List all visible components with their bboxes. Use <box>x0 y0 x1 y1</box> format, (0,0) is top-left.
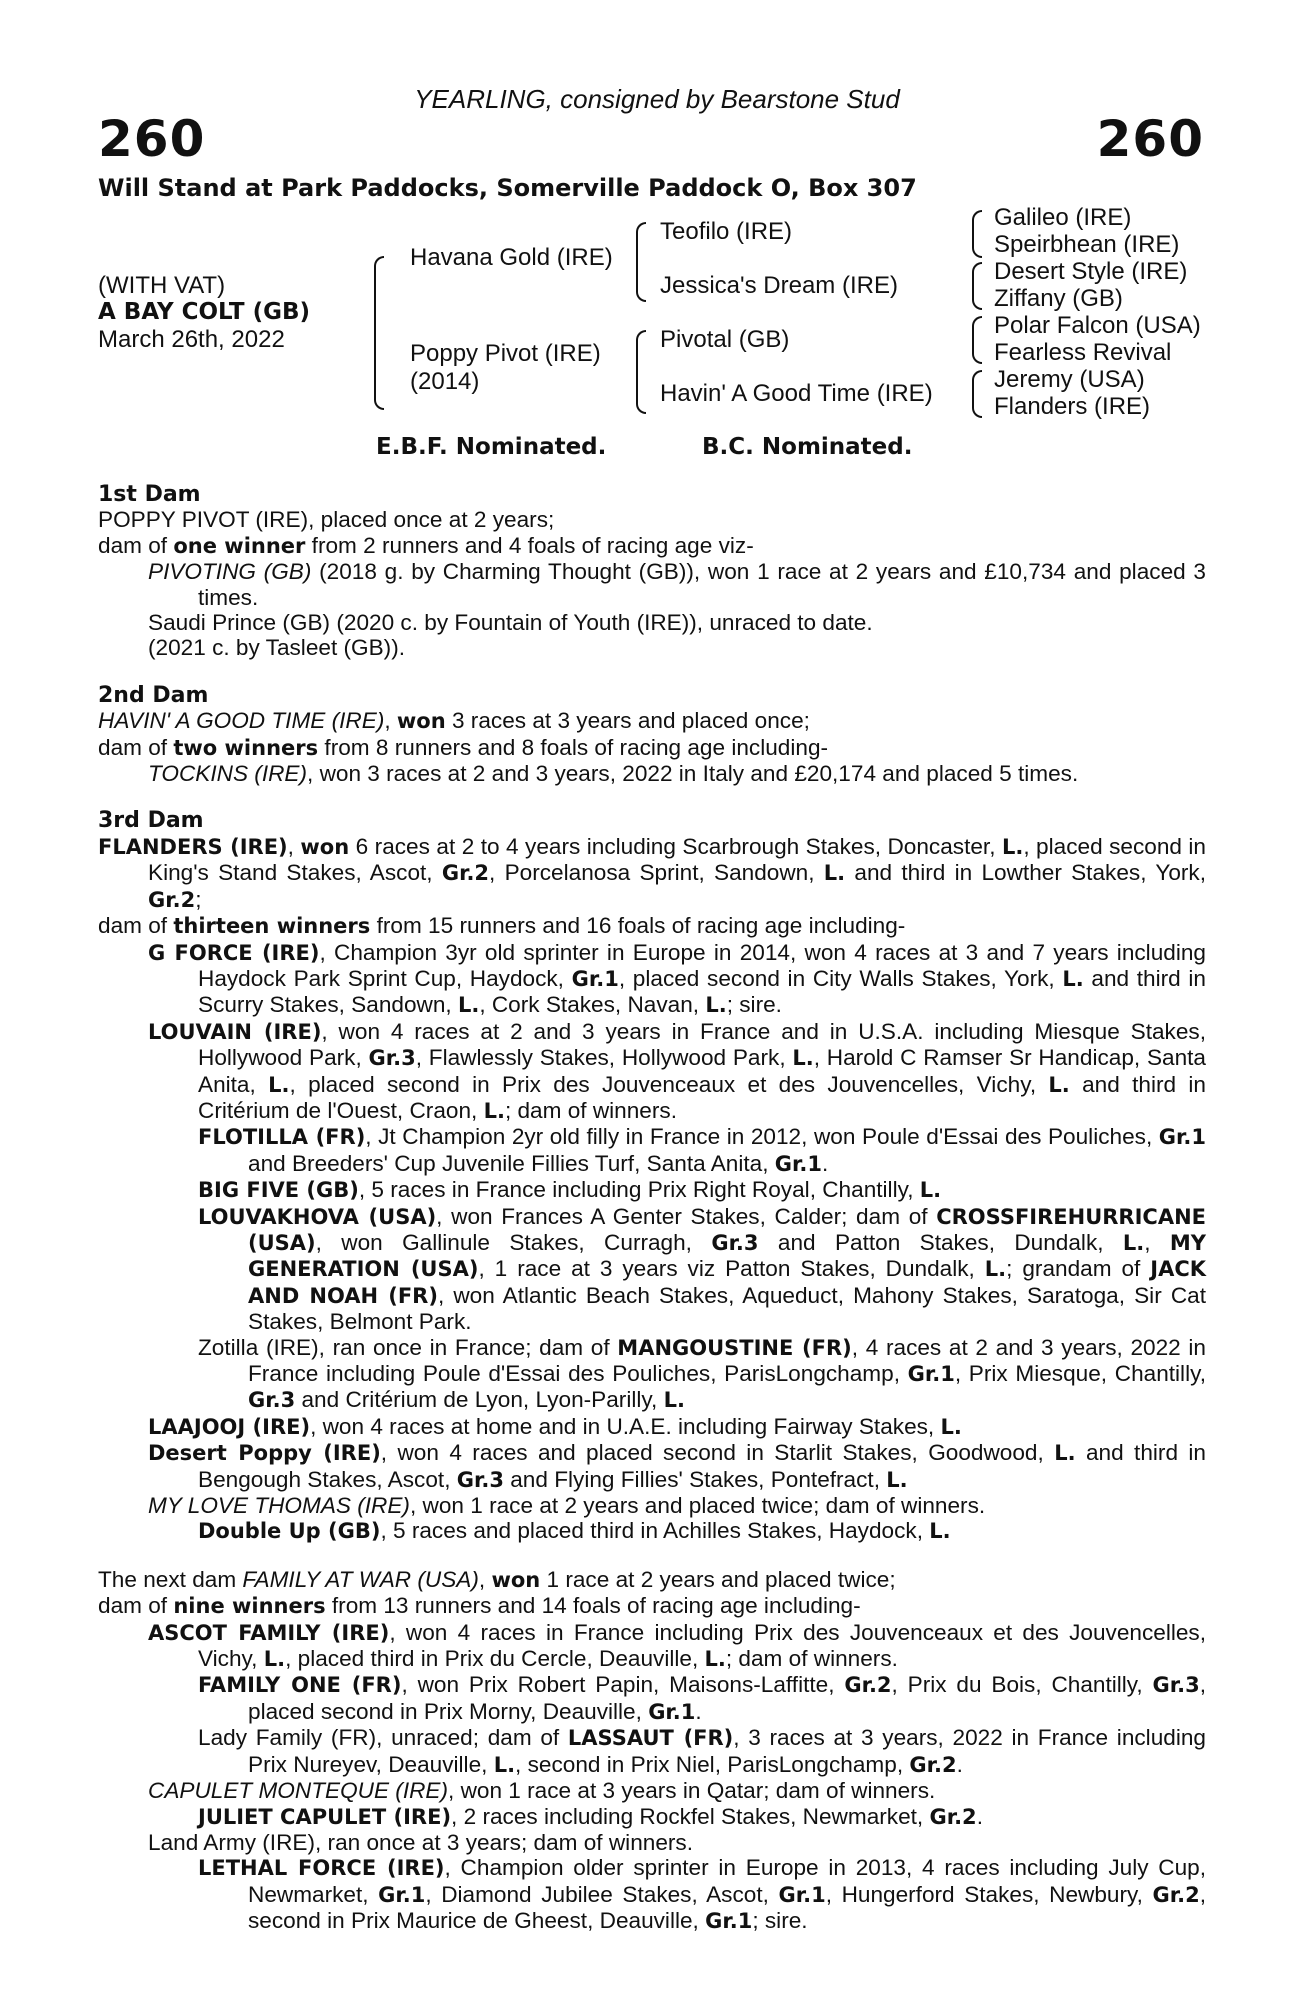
produce-entry: BIG FIVE (GB), 5 races in France including Prix Right Royal, Chantilly, L. <box>198 1177 942 1203</box>
ancestor-3: Desert Style (IRE) <box>994 258 1188 285</box>
produce-entry: LAAJOOJ (IRE), won 4 races at home and in U.A.E. including Fairway Stakes, L. <box>148 1413 962 1439</box>
ancestor-5: Polar Falcon (USA) <box>994 312 1201 339</box>
brace-g3-2 <box>972 262 982 310</box>
ancestor-1: Galileo (IRE) <box>994 204 1132 231</box>
lot-number-right: 260 <box>1096 110 1204 168</box>
sire-sire: Teofilo (IRE) <box>660 218 793 245</box>
produce-entry: TOCKINS (IRE), won 3 races at 2 and 3 years, 2022 in Italy and £20,174 and placed 5 times. <box>148 761 1079 787</box>
first-dam-line: POPPY PIVOT (IRE), placed once at 2 years; <box>98 507 555 533</box>
second-dam-heading: 2nd Dam <box>98 682 209 708</box>
produce-entry: JULIET CAPULET (IRE), 2 races including Rockfel Stakes, Newmarket, Gr.2. <box>198 1803 983 1829</box>
produce-entry: LETHAL FORCE (IRE), Champion older sprinter in Europe in 2013, 4 races including July Cup, Newmarket, Gr.1, Diamond Jubilee Stakes, Ascot, Gr.1, Hungerford Stakes, Newbury, Gr.2, second in Prix Maurice de Gheest, Deauville, Gr.1; sire. <box>198 1855 1207 1934</box>
produce-entry: Double Up (GB), 5 races and placed third in Achilles Stakes, Haydock, L. <box>198 1518 951 1544</box>
consignment-line: YEARLING, consigned by Bearstone Stud <box>414 84 900 114</box>
dam-foaling-year: (2014) <box>410 368 480 395</box>
bc-nomination: B.C. Nominated. <box>702 434 913 460</box>
ancestor-8: Flanders (IRE) <box>994 393 1151 420</box>
dam-dam: Havin' A Good Time (IRE) <box>660 380 933 407</box>
brace-g3-3 <box>972 316 982 364</box>
second-dam-produce-line: dam of two winners from 8 runners and 8 foals of racing age including- <box>98 734 829 760</box>
vat-note: (WITH VAT) <box>98 272 226 299</box>
dam-name: Poppy Pivot (IRE) <box>410 340 601 367</box>
horse-name: A BAY COLT (GB) <box>98 299 311 325</box>
produce-entry: PIVOTING (GB) (2018 g. by Charming Thought (GB)), won 1 race at 2 years and £10,734 and placed 3 times. <box>148 559 1206 610</box>
produce-entry: G FORCE (IRE), Champion 3yr old sprinter in Europe in 2014, won 4 races at 3 and 7 years including Haydock Park Sprint Cup, Haydock, Gr.1, placed second in City Walls Stakes, York, L. and third in Scurry Stakes, Sandown, L., Cork Stakes, Navan, L.; sire. <box>148 939 1206 1018</box>
lot-number-left: 260 <box>98 110 206 168</box>
next-dam-line: The next dam FAMILY AT WAR (USA), won 1 race at 2 years and placed twice; <box>98 1566 896 1592</box>
next-dam-produce-line: dam of nine winners from 13 runners and 14 foals of racing age including- <box>98 1593 861 1619</box>
second-dam-line: HAVIN' A GOOD TIME (IRE), won 3 races at 3 years and placed once; <box>98 708 810 734</box>
sire-name: Havana Gold (IRE) <box>410 244 613 271</box>
brace-g3-1 <box>972 210 982 258</box>
first-dam-heading: 1st Dam <box>98 482 201 507</box>
first-dam-produce-line: dam of one winner from 2 runners and 4 foals of racing age viz- <box>98 532 754 558</box>
stabling-location: Will Stand at Park Paddocks, Somerville Paddock O, Box 307 <box>98 174 917 202</box>
produce-entry: CAPULET MONTEQUE (IRE), won 1 race at 3 years in Qatar; dam of winners. <box>148 1778 936 1804</box>
produce-entry: MY LOVE THOMAS (IRE), won 1 race at 2 years and placed twice; dam of winners. <box>148 1493 986 1519</box>
brace-sire-line <box>636 222 646 302</box>
third-dam-heading: 3rd Dam <box>98 808 204 834</box>
dam-sire: Pivotal (GB) <box>660 326 790 353</box>
first-dam-section <box>98 482 1206 661</box>
ancestor-4: Ziffany (GB) <box>994 285 1123 312</box>
produce-entry: ASCOT FAMILY (IRE), won 4 races in France including Prix des Jouvenceaux et des Jouvencelles, Vichy, L., placed third in Prix du Cercle, Deauville, L.; dam of winners. <box>148 1619 1207 1672</box>
produce-entry: Zotilla (IRE), ran once in France; dam of MANGOUSTINE (FR), 4 races at 2 and 3 years, 2022 in France including Poule d'Essai des Pouliches, ParisLongchamp, Gr.1, Prix Miesque, Chantilly, Gr.3 and Critérium de Lyon, Lyon-Parilly, L. <box>198 1334 1206 1413</box>
brace-g3-4 <box>972 370 982 418</box>
produce-entry: LOUVAKHOVA (USA), won Frances A Genter Stakes, Calder; dam of CROSSFIREHURRICANE (USA), won Gallinule Stakes, Curragh, Gr.3 and Patton Stakes, Dundalk, L., MY GENERATION (USA), 1 race at 3 years viz Patton Stakes, Dundalk, L.; grandam of JACK AND NOAH (FR), won Atlantic Beach Stakes, Aqueduct, Mahony Stakes, Saratoga, Sir Cat Stakes, Belmont Park. <box>198 1203 1207 1335</box>
produce-entry: Saudi Prince (GB) (2020 c. by Fountain of Youth (IRE)), unraced to date. <box>148 610 873 636</box>
produce-entry: LOUVAIN (IRE), won 4 races at 2 and 3 years in France and in U.S.A. including Miesque Stakes, Hollywood Park, Gr.3, Flawlessly Stakes, Hollywood Park, L., Harold C Ramser Sr Handicap, Santa Anita, L., placed second in Prix des Jouvenceaux et des Jouvencelles, Vichy, L. and third in Critérium de l'Ouest, Craon, L.; dam of winners. <box>148 1018 1206 1123</box>
catalogue-body <box>98 482 1206 1957</box>
second-dam-section <box>98 683 1206 787</box>
foaling-date: March 26th, 2022 <box>98 326 285 353</box>
brace-generation-1 <box>374 256 384 410</box>
produce-entry: (2021 c. by Tasleet (GB)). <box>148 635 406 661</box>
ancestor-7: Jeremy (USA) <box>994 366 1145 393</box>
produce-entry: FLOTILLA (FR), Jt Champion 2yr old filly in France in 2012, won Poule d'Essai des Pouliches, Gr.1 and Breeders' Cup Juvenile Fillies Turf, Santa Anita, Gr.1. <box>198 1124 1206 1176</box>
ancestor-2: Speirbhean (IRE) <box>994 231 1180 258</box>
brace-dam-line <box>636 330 646 414</box>
produce-entry: Land Army (IRE), ran once at 3 years; dam of winners. <box>148 1829 693 1855</box>
sire-dam: Jessica's Dream (IRE) <box>660 272 898 299</box>
ebf-nomination: E.B.F. Nominated. <box>376 434 607 460</box>
third-dam-produce-line: dam of thirteen winners from 15 runners and 16 foals of racing age including- <box>98 913 906 939</box>
ancestor-6: Fearless Revival <box>994 339 1172 366</box>
third-dam-line: FLANDERS (IRE), won 6 races at 2 to 4 years including Scarbrough Stakes, Doncaster, L., placed second in King's Stand Stakes, Ascot, Gr.2, Porcelanosa Sprint, Sandown, L. and third in Lowther Stakes, York, Gr.2; <box>98 833 1206 912</box>
produce-entry: FAMILY ONE (FR), won Prix Robert Papin, Maisons-Laffitte, Gr.2, Prix du Bois, Chantilly, Gr.3, placed second in Prix Morny, Deauville, Gr.1. <box>198 1672 1207 1724</box>
next-dam-section <box>98 1567 1206 1935</box>
third-dam-section <box>98 808 1206 1544</box>
produce-entry: Lady Family (FR), unraced; dam of LASSAUT (FR), 3 races at 3 years, 2022 in France including Prix Nureyev, Deauville, L., second in Prix Niel, ParisLongchamp, Gr.2. <box>198 1725 1206 1777</box>
produce-entry: Desert Poppy (IRE), won 4 races and placed second in Starlit Stakes, Goodwood, L. and third in Bengough Stakes, Ascot, Gr.3 and Flying Fillies' Stakes, Pontefract, L. <box>148 1440 1206 1492</box>
